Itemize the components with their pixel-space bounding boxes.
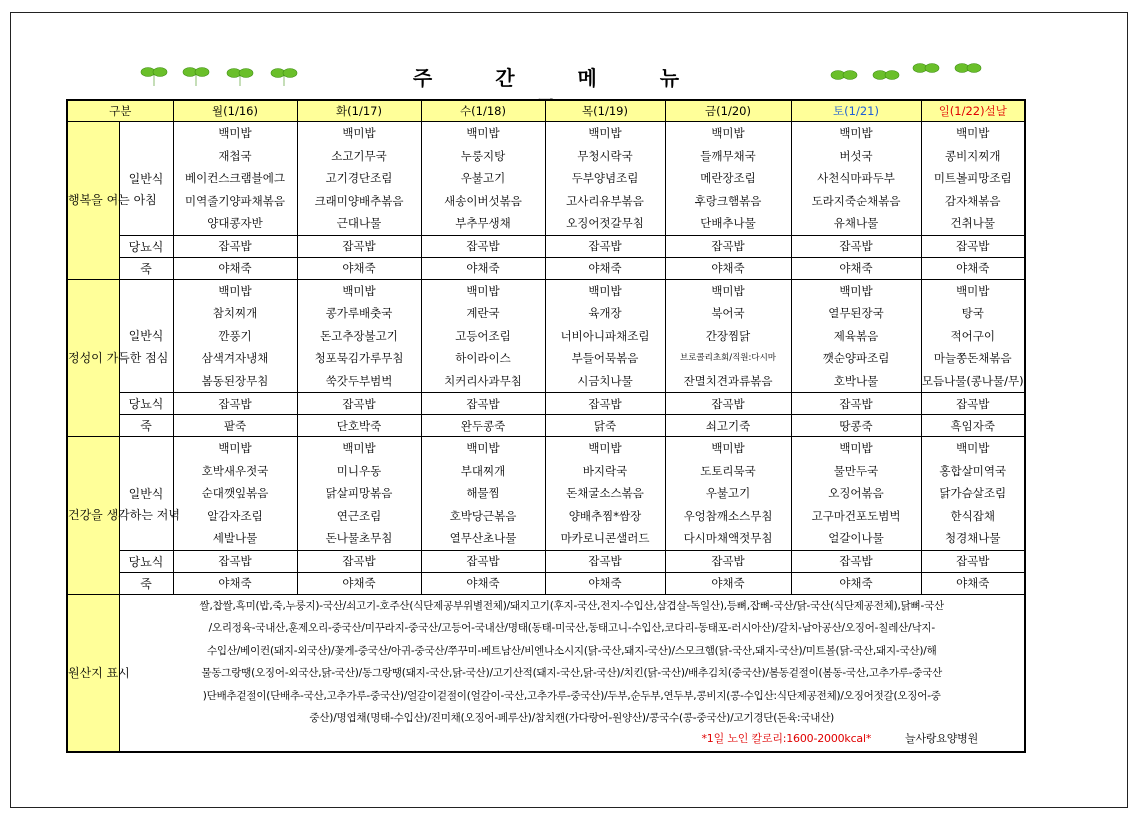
porridge-cell: 야채죽 — [791, 572, 921, 594]
menu-item: 후랑크햄볶음 — [694, 193, 762, 208]
menu-cell — [297, 279, 421, 393]
diabetic-cell: 잡곡밥 — [421, 550, 545, 572]
menu-item: 단배추나물 — [700, 216, 756, 230]
menu-item: 열무산초나물 — [449, 531, 517, 545]
header-row — [67, 100, 1025, 122]
menu-item: 세발나물 — [212, 531, 258, 545]
menu-item: 마카로니콘샐러드 — [560, 531, 650, 545]
menu-cell — [173, 279, 297, 393]
menu-item: 바지락국 — [582, 463, 628, 478]
menu-cell — [665, 437, 791, 551]
diabetic-cell: 잡곡밥 — [173, 550, 297, 572]
menu-item: 백미밥 — [342, 283, 376, 298]
menu-item: 고사리유부볶음 — [566, 193, 644, 208]
origin-line: 수입산/베이컨(돼지-외국산)/꽃게-중국산/아귀-중국산/쭈꾸미-베트남산/비엔나소시지(닭-국산,돼지-국산)/스모크햄(닭-국산,돼지-국산)/미트볼(닭-국산,돼지-국산)/해 — [206, 644, 937, 657]
diabetic-cell: 잡곡밥 — [545, 393, 665, 415]
menu-item: 우불고기 — [460, 171, 506, 185]
menu-cell — [545, 279, 665, 393]
menu-item: 연근조림 — [336, 508, 382, 523]
menu-item: 부추무생채 — [455, 216, 511, 230]
menu-cell — [421, 279, 545, 393]
origin-line: 중산)/명엽채(명태-수입산)/진미채(오징어-페루산)/참치캔(가다랑어-원양산)/콩국수(콩-중국산)/고기경단(돈육:국내산) — [309, 712, 835, 725]
menu-item: 물만두국 — [833, 463, 879, 478]
porridge-cell: 야채죽 — [791, 257, 921, 279]
menu-cell — [297, 437, 421, 551]
day-header-sunday: 일(1/22)설날 — [921, 100, 1025, 122]
diabetic-diet-label: 당뇨식 — [119, 235, 173, 257]
diabetic-cell: 잡곡밥 — [297, 550, 421, 572]
meal-general-row — [67, 437, 1025, 551]
menu-item: 고구마건포도범벅 — [811, 508, 901, 523]
menu-item: 감자채볶음 — [944, 193, 1001, 208]
menu-item: 새송이버섯볶음 — [444, 193, 522, 208]
diabetic-cell: 잡곡밥 — [791, 550, 921, 572]
menu-item: 미트볼피망조림 — [933, 171, 1012, 185]
menu-item: 모듬나물(콩나물/무) — [921, 373, 1024, 388]
menu-item: 깻순양파조림 — [822, 351, 890, 365]
menu-item: 간장찜닭 — [705, 328, 751, 343]
diabetic-cell: 잡곡밥 — [921, 393, 1025, 415]
menu-item: 순대깻잎볶음 — [201, 486, 269, 500]
menu-cell — [545, 122, 665, 236]
menu-item: 부대찌개 — [460, 463, 506, 478]
diabetic-cell: 잡곡밥 — [665, 393, 791, 415]
diabetic-cell: 잡곡밥 — [173, 393, 297, 415]
menu-item: 들깨무채국 — [700, 148, 756, 163]
menu-item: 콩가루배춧국 — [325, 306, 393, 320]
menu-item: 고기경단조림 — [325, 171, 393, 185]
porridge-cell: 땅콩죽 — [791, 415, 921, 437]
sprout-decoration-right — [826, 62, 996, 88]
menu-cell — [791, 279, 921, 393]
menu-item: 제육볶음 — [833, 328, 879, 343]
porridge-cell: 닭죽 — [545, 415, 665, 437]
general-diet-label: 일반식 — [119, 437, 173, 551]
menu-cell — [665, 279, 791, 393]
menu-cell — [921, 437, 1025, 551]
menu-item: 브로콜리초회/직원:다시마 — [679, 353, 777, 363]
menu-item: 우불고기 — [705, 486, 751, 500]
menu-cell — [421, 122, 545, 236]
menu-item: 고등어조림 — [455, 328, 511, 343]
menu-item: 다시마채액젓무침 — [683, 531, 773, 545]
diabetic-cell: 잡곡밥 — [173, 235, 297, 257]
menu-item: 청경채나물 — [944, 531, 1001, 545]
calorie-note: *1일 노인 칼로리:1600-2000kcal* — [701, 731, 872, 745]
porridge-cell: 야채죽 — [421, 257, 545, 279]
day-header: 수(1/18) — [421, 100, 545, 122]
menu-item: 도라지죽순채볶음 — [811, 193, 901, 208]
diabetic-cell: 잡곡밥 — [791, 393, 921, 415]
menu-item: 버섯국 — [839, 148, 873, 163]
menu-cell — [921, 279, 1025, 393]
porridge-cell: 단호박죽 — [297, 415, 421, 437]
menu-item: 육개장 — [588, 306, 622, 320]
diabetic-cell: 잡곡밥 — [545, 235, 665, 257]
menu-item: 백미밥 — [711, 126, 745, 140]
porridge-cell: 야채죽 — [545, 572, 665, 594]
menu-item: 백미밥 — [588, 441, 622, 455]
day-header: 화(1/17) — [297, 100, 421, 122]
menu-item: 우엉참깨소스무침 — [683, 508, 773, 523]
day-header: 월(1/16) — [173, 100, 297, 122]
menu-item: 백미밥 — [839, 283, 873, 298]
menu-item: 너비아니파채조림 — [560, 328, 650, 343]
diabetic-diet-label: 당뇨식 — [119, 550, 173, 572]
porridge-cell: 야채죽 — [665, 257, 791, 279]
menu-item: 백미밥 — [711, 283, 745, 298]
origin-label: 원산지 표시 — [67, 594, 119, 752]
diabetic-cell: 잡곡밥 — [921, 235, 1025, 257]
diabetic-cell: 잡곡밥 — [921, 550, 1025, 572]
menu-item: 베이컨스크램블에그 — [185, 171, 285, 185]
menu-cell — [173, 122, 297, 236]
porridge-cell: 쇠고기죽 — [665, 415, 791, 437]
menu-item: 백미밥 — [466, 126, 500, 140]
diabetic-cell: 잡곡밥 — [421, 393, 545, 415]
meal-porridge-row — [67, 572, 1025, 594]
menu-item: 건취나물 — [950, 216, 995, 230]
menu-item: 백미밥 — [466, 441, 500, 455]
menu-item: 깐풍기 — [218, 328, 252, 343]
menu-item: 적어구이 — [950, 328, 995, 343]
porridge-cell: 야채죽 — [921, 257, 1025, 279]
meal-porridge-row — [67, 415, 1025, 437]
menu-item: 북어국 — [711, 306, 745, 320]
menu-item: 백미밥 — [839, 126, 873, 140]
menu-item: 백미밥 — [956, 126, 990, 140]
diabetic-cell: 잡곡밥 — [297, 393, 421, 415]
menu-item: 오징어젓갈무침 — [566, 216, 644, 230]
origin-line: /오리정육-국내산,훈제오리-중국산/미꾸라지-중국산/고등어-국내산/명태(동태-미국산,동태고니-수입산,코다리-동태포-러시아산)/갈치-남아공산/오징어-칠레산/낙지- — [208, 622, 935, 635]
menu-item: 시금치나물 — [577, 373, 633, 388]
porridge-cell: 야채죽 — [665, 572, 791, 594]
meal-general-row — [67, 122, 1025, 236]
origin-line: 물동그랑땡(오징어-외국산,닭-국산)/동그랑땡(돼지-국산,닭-국산)/고기산적(돼지-국산,닭-국산)/치킨(닭-국산)/배추김치(중국산)/봄동겉절이(봄동-국산,고추가루-중국산 — [201, 667, 943, 680]
menu-item: 유채나물 — [833, 216, 879, 230]
menu-item: 봄동된장무침 — [201, 373, 269, 388]
menu-item: 잔멸치견과류볶음 — [683, 373, 773, 388]
meal-diabetic-row — [67, 550, 1025, 572]
menu-item: 쑥갓두부범벅 — [325, 373, 393, 388]
meal-label: 건강을 생각하는 저녁 — [67, 437, 119, 595]
porridge-cell: 야채죽 — [421, 572, 545, 594]
menu-cell — [545, 437, 665, 551]
origin-line: )단배추겉절이(단배추-국산,고추가루-중국산)/얼갈이겉절이(얼갈이-국산,고추가루-중국산)/두부,순두부,연두부,콩비지(콩-수입산:식단제공전체)/오징어젓갈(오징어-중 — [202, 689, 941, 702]
menu-item: 백미밥 — [218, 441, 252, 455]
menu-cell — [665, 122, 791, 236]
menu-item: 삼색겨자냉채 — [201, 351, 269, 365]
diabetic-cell: 잡곡밥 — [791, 235, 921, 257]
menu-item: 근대나물 — [336, 216, 382, 230]
menu-item: 치커리사과무침 — [444, 373, 522, 388]
diabetic-cell: 잡곡밥 — [297, 235, 421, 257]
menu-item: 소고기무국 — [331, 148, 387, 163]
menu-item: 백미밥 — [839, 441, 873, 455]
diabetic-cell: 잡곡밥 — [665, 235, 791, 257]
menu-item: 알감자조림 — [207, 508, 263, 523]
menu-item: 마늘쫑돈채볶음 — [933, 351, 1012, 365]
porridge-cell: 야채죽 — [921, 572, 1025, 594]
menu-item: 백미밥 — [956, 283, 990, 298]
diabetic-diet-label: 당뇨식 — [119, 393, 173, 415]
diabetic-cell: 잡곡밥 — [665, 550, 791, 572]
sprout-decoration-left — [136, 62, 306, 88]
menu-cell — [173, 437, 297, 551]
porridge-label: 죽 — [119, 415, 173, 437]
menu-item: 백미밥 — [466, 283, 500, 298]
menu-item: 미역줄기양파채볶음 — [185, 193, 285, 208]
day-header-saturday: 토(1/21) — [791, 100, 921, 122]
menu-item: 돈고추장불고기 — [320, 328, 398, 343]
menu-item: 무청시락국 — [577, 148, 633, 163]
diabetic-cell: 잡곡밥 — [545, 550, 665, 572]
porridge-cell: 야채죽 — [297, 257, 421, 279]
meal-label: 행복을 여는 아침 — [67, 122, 119, 280]
menu-item: 재첩국 — [218, 148, 252, 163]
origin-row — [67, 594, 1025, 752]
menu-cell — [921, 122, 1025, 236]
porridge-label: 죽 — [119, 572, 173, 594]
menu-item: 미니우동 — [336, 463, 382, 478]
menu-item: 양배추찜*쌈장 — [568, 508, 642, 523]
porridge-cell: 야채죽 — [545, 257, 665, 279]
menu-cell — [791, 437, 921, 551]
porridge-cell: 팥죽 — [173, 415, 297, 437]
menu-item: 돈채굴소스볶음 — [566, 486, 644, 500]
porridge-cell: 야채죽 — [297, 572, 421, 594]
menu-item: 호박당근볶음 — [449, 508, 517, 523]
menu-item: 홍합살미역국 — [939, 463, 1007, 478]
menu-cell — [297, 122, 421, 236]
menu-item: 백미밥 — [218, 283, 252, 298]
menu-item: 탕국 — [961, 306, 984, 320]
menu-item: 얼갈이나물 — [828, 531, 884, 545]
menu-item: 백미밥 — [342, 441, 376, 455]
menu-item: 사천식마파두부 — [817, 171, 895, 185]
menu-item: 양대콩자반 — [207, 216, 263, 230]
menu-item: 백미밥 — [711, 441, 745, 455]
porridge-cell: 야채죽 — [173, 572, 297, 594]
weekly-menu-table — [66, 99, 1026, 753]
menu-item: 오징어볶음 — [828, 486, 884, 500]
general-diet-label: 일반식 — [119, 122, 173, 236]
meal-porridge-row — [67, 257, 1025, 279]
hospital-name: 늘사랑요양병원 — [905, 731, 978, 745]
origin-text-cell — [119, 594, 1025, 752]
porridge-label: 죽 — [119, 257, 173, 279]
header-label: 구분 — [67, 100, 173, 122]
menu-item: 콩비지찌개 — [944, 148, 1001, 163]
menu-item: 백미밥 — [588, 126, 622, 140]
menu-item: 호박새우젓국 — [201, 463, 269, 478]
menu-item: 누룽지탕 — [460, 148, 506, 163]
day-header: 목(1/19) — [545, 100, 665, 122]
menu-item: 부들어묵볶음 — [571, 351, 639, 365]
menu-item: 닭살피망볶음 — [325, 486, 393, 500]
meal-diabetic-row — [67, 393, 1025, 415]
menu-item: 백미밥 — [342, 126, 376, 140]
menu-item: 닭가슴살조림 — [939, 486, 1007, 500]
menu-item: 청포묵김가루무침 — [314, 351, 404, 365]
menu-item: 참치찌개 — [212, 306, 258, 320]
menu-item: 한식잡채 — [950, 508, 995, 523]
diabetic-cell: 잡곡밥 — [421, 235, 545, 257]
menu-item: 백미밥 — [588, 283, 622, 298]
porridge-cell: 완두콩죽 — [421, 415, 545, 437]
menu-item: 열무된장국 — [828, 306, 884, 320]
menu-item: 하이라이스 — [455, 351, 511, 365]
menu-item: 크래미양배추볶음 — [314, 193, 404, 208]
page-title: 주 간 메 뉴 — [412, 66, 708, 90]
meal-general-row — [67, 279, 1025, 393]
menu-cell — [421, 437, 545, 551]
menu-item: 해물찜 — [466, 486, 500, 500]
menu-item: 도토리묵국 — [700, 463, 756, 478]
porridge-cell: 흑임자죽 — [921, 415, 1025, 437]
porridge-cell: 야채죽 — [173, 257, 297, 279]
day-header: 금(1/20) — [665, 100, 791, 122]
origin-line: 쌀,찹쌀,흑미(밥,죽,누룽지)-국산/쇠고기-호주산(식단제공부위별전체)/돼지고기(후지-국산,전지-수입산,삼겹살-독일산),등뼈,잡뼈-국산/닭-국산(식단제공전체),닭뼈-국산 — [199, 599, 944, 612]
menu-item: 계란국 — [466, 306, 500, 320]
menu-item: 백미밥 — [956, 441, 990, 455]
menu-item: 호박나물 — [833, 373, 879, 388]
menu-item: 메란장조림 — [700, 171, 756, 185]
general-diet-label: 일반식 — [119, 279, 173, 393]
menu-item: 백미밥 — [218, 126, 252, 140]
meal-diabetic-row — [67, 235, 1025, 257]
menu-cell — [791, 122, 921, 236]
menu-item: 두부양념조림 — [571, 171, 639, 185]
meal-label: 정성이 가득한 점심 — [67, 279, 119, 437]
menu-item: 돈나물초무침 — [325, 531, 393, 545]
